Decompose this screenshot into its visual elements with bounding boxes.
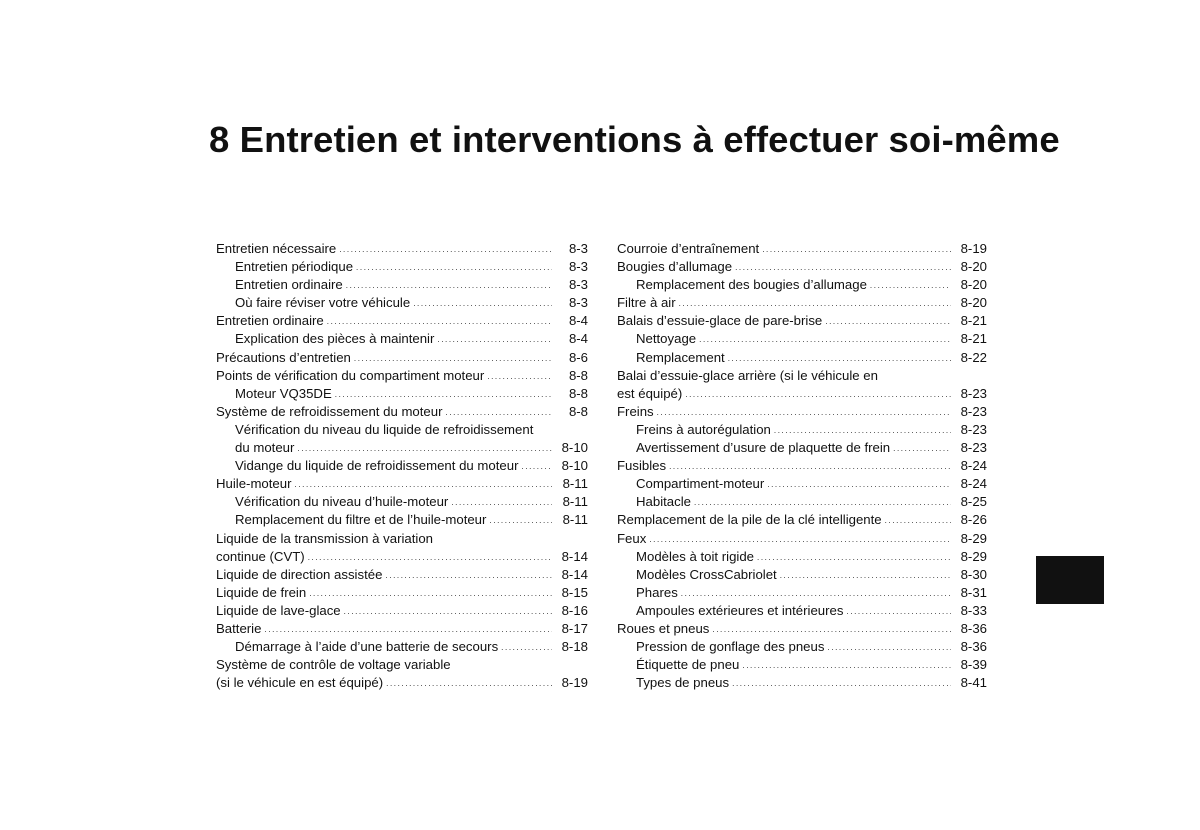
toc-entry-title: Freins à autorégulation: [636, 421, 771, 437]
toc-entry-page: 8-24: [960, 476, 987, 492]
dot-leader: [757, 549, 951, 567]
toc-entry-page: 8-11: [562, 476, 588, 492]
toc-entry-title: (si le véhicule en est équipé): [216, 675, 384, 691]
dot-leader: [735, 259, 951, 277]
toc-entry-title: Où faire réviser votre véhicule: [235, 295, 411, 311]
toc-entry[interactable]: [617, 439, 987, 457]
toc-entry-page: 8-39: [960, 657, 987, 673]
toc-entry-title-line: Système de contrôle de voltage variable: [216, 657, 451, 673]
toc-entry[interactable]: [617, 656, 987, 674]
toc-entry[interactable]: [216, 367, 588, 385]
dot-leader: [346, 277, 552, 295]
dot-leader: [487, 368, 552, 386]
dot-leader: [825, 313, 951, 331]
chapter-tab: [1036, 556, 1104, 604]
toc-entry-title: Remplacement du filtre et de l’huile-moteur: [235, 512, 487, 528]
toc-entry[interactable]: [216, 349, 588, 367]
toc-entry[interactable]: [216, 656, 588, 692]
toc-entry-page: 8-20: [960, 277, 987, 293]
toc-entry-title: est équipé): [617, 385, 683, 401]
toc-entry-page: 8-11: [562, 512, 588, 528]
toc-entry-page: 8-15: [561, 584, 588, 600]
toc-entry[interactable]: [216, 530, 588, 566]
dot-leader: [413, 295, 552, 313]
toc-entry-title: Liquide de lave-glace: [216, 602, 341, 618]
toc-entry-title: Modèles à toit rigide: [636, 548, 755, 564]
toc-entry-page: 8-29: [960, 548, 987, 564]
toc-entry-page: 8-23: [960, 421, 987, 437]
toc-entry-page: 8-23: [960, 403, 987, 419]
toc-entry-page: 8-36: [960, 639, 987, 655]
toc-entry-page: 8-19: [561, 675, 588, 691]
toc-entry-title-line: Balai d’essuie-glace arrière (si le véhicule en: [617, 367, 878, 383]
dot-leader: [309, 585, 552, 603]
toc-entry-title: Précautions d’entretien: [216, 349, 351, 365]
toc-entry[interactable]: [216, 403, 588, 421]
toc-right-column: [617, 240, 987, 692]
toc-entry-title: Habitacle: [636, 494, 691, 510]
dot-leader: [489, 512, 552, 530]
toc-entry[interactable]: [216, 385, 588, 403]
dot-leader: [264, 621, 552, 639]
toc-entry[interactable]: [617, 276, 987, 294]
toc-entry[interactable]: [216, 620, 588, 638]
dot-leader: [339, 241, 552, 259]
toc-entry-page: 8-23: [960, 385, 987, 401]
dot-leader: [521, 458, 552, 476]
toc-entry-title: Démarrage à l’aide d’une batterie de secours: [235, 639, 499, 655]
toc-entry-title: Fusibles: [617, 458, 667, 474]
toc-entry-page: 8-14: [561, 548, 588, 564]
toc-entry-title: Système de refroidissement du moteur: [216, 403, 443, 419]
toc-entry-title: Phares: [636, 584, 678, 600]
dot-leader: [685, 386, 951, 404]
toc-entry[interactable]: [617, 240, 987, 258]
toc-entry[interactable]: [216, 258, 588, 276]
toc-entry-title: Entretien ordinaire: [235, 277, 343, 293]
dot-leader: [501, 639, 552, 657]
toc-entry-title: Feux: [617, 530, 647, 546]
toc-entry-page: 8-21: [960, 331, 987, 347]
toc-entry-page: 8-30: [960, 566, 987, 582]
dot-leader: [308, 549, 552, 567]
toc-entry[interactable]: [216, 312, 588, 330]
dot-leader: [767, 476, 951, 494]
toc-entry-page: 8-23: [960, 440, 987, 456]
toc-entry-page: 8-8: [568, 367, 588, 383]
toc-entry-page: 8-21: [960, 313, 987, 329]
toc-entry-page: 8-41: [960, 675, 987, 691]
toc-entry-page: 8-33: [960, 602, 987, 618]
dot-leader: [354, 350, 552, 368]
toc-entry-title: Remplacement: [636, 349, 725, 365]
dot-leader: [295, 476, 553, 494]
toc-entry-title: Remplacement de la pile de la clé intelligente: [617, 512, 882, 528]
toc-entry-title: Types de pneus: [636, 675, 730, 691]
dot-leader: [327, 313, 552, 331]
dot-leader: [870, 277, 951, 295]
toc-entry-title: Moteur VQ35DE: [235, 385, 332, 401]
toc-entry[interactable]: [216, 566, 588, 584]
dot-leader: [657, 404, 951, 422]
toc-entry-page: 8-26: [960, 512, 987, 528]
toc-entry-title: Liquide de direction assistée: [216, 566, 383, 582]
toc-entry-title: Ampoules extérieures et intérieures: [636, 602, 844, 618]
toc-entry-page: 8-10: [561, 458, 588, 474]
toc-entry-page: 8-24: [960, 458, 987, 474]
toc-entry-title: Freins: [617, 403, 654, 419]
toc-entry[interactable]: [216, 421, 588, 457]
toc-entry-title: Étiquette de pneu: [636, 657, 740, 673]
toc-entry[interactable]: [617, 294, 987, 312]
toc-entry-page: 8-3: [568, 241, 588, 256]
toc-entry[interactable]: [617, 548, 987, 566]
toc-entry-title: Huile-moteur: [216, 476, 292, 492]
toc-entry[interactable]: [617, 674, 987, 692]
toc-entry-page: 8-4: [568, 331, 588, 347]
toc-entry[interactable]: [216, 493, 588, 511]
toc-entry[interactable]: [617, 475, 987, 493]
toc-entry[interactable]: [617, 602, 987, 620]
toc-entry[interactable]: [617, 493, 987, 511]
toc-entry[interactable]: [617, 620, 987, 638]
toc-entry-title: Vidange du liquide de refroidissement du moteur: [235, 458, 519, 474]
toc-entry-title: Avertissement d’usure de plaquette de frein: [636, 440, 891, 456]
dot-leader: [335, 386, 552, 404]
toc-entry-page: 8-25: [960, 494, 987, 510]
toc-entry-page: 8-6: [568, 349, 588, 365]
toc-left-column: [216, 240, 588, 692]
dot-leader: [728, 350, 951, 368]
toc-entry-page: 8-8: [568, 385, 588, 401]
toc-entry-page: 8-36: [960, 620, 987, 636]
dot-leader: [780, 567, 951, 585]
toc-entry[interactable]: [216, 240, 588, 258]
toc-entry-page: 8-4: [568, 313, 588, 329]
toc-entry-page: 8-31: [960, 584, 987, 600]
dot-leader: [385, 567, 552, 585]
toc-entry[interactable]: [216, 584, 588, 602]
toc-entry-page: 8-16: [561, 602, 588, 618]
toc-entry-title: du moteur: [235, 440, 295, 456]
dot-leader: [712, 621, 951, 639]
toc-entry[interactable]: [617, 349, 987, 367]
dot-leader: [774, 422, 951, 440]
toc-entry[interactable]: [617, 530, 987, 548]
dot-leader: [699, 331, 951, 349]
dot-leader: [451, 494, 552, 512]
toc-entry[interactable]: [617, 330, 987, 348]
dot-leader: [356, 259, 552, 277]
toc-entry[interactable]: [617, 258, 987, 276]
toc-entry[interactable]: [617, 638, 987, 656]
toc-entry-page: 8-20: [960, 259, 987, 275]
toc-entry[interactable]: [216, 638, 588, 656]
toc-entry[interactable]: [617, 312, 987, 330]
toc-entry[interactable]: [216, 457, 588, 475]
dot-leader: [742, 657, 951, 675]
dot-leader: [649, 531, 951, 549]
toc-entry-title: Bougies d’allumage: [617, 259, 733, 275]
toc-entry-title: Compartiment-moteur: [636, 476, 765, 492]
toc-entry-title: Vérification du niveau d’huile-moteur: [235, 494, 449, 510]
toc-entry-page: 8-3: [568, 295, 588, 311]
toc-entry-title: Roues et pneus: [617, 620, 710, 636]
toc-entry-page: 8-10: [561, 440, 588, 456]
toc-entry-page: 8-3: [568, 277, 588, 293]
toc-entry-page: 8-18: [561, 639, 588, 655]
toc-entry-page: 8-19: [960, 241, 987, 256]
dot-leader: [386, 675, 552, 693]
toc-entry-title: Courroie d’entraînement: [617, 241, 760, 256]
toc-entry-title: Explication des pièces à maintenir: [235, 331, 435, 347]
toc-entry-page: 8-17: [561, 620, 588, 636]
dot-leader: [679, 295, 951, 313]
toc-entry[interactable]: [617, 367, 987, 403]
toc-entry-title: Remplacement des bougies d’allumage: [636, 277, 867, 293]
toc-entry-title: Entretien nécessaire: [216, 241, 337, 256]
dot-leader: [344, 603, 552, 621]
toc-entry-title: Pression de gonflage des pneus: [636, 639, 825, 655]
toc-entry[interactable]: [216, 602, 588, 620]
dot-leader: [846, 603, 951, 621]
toc-entry[interactable]: [216, 475, 588, 493]
toc-entry[interactable]: [617, 457, 987, 475]
toc-entry[interactable]: [617, 403, 987, 421]
toc-entry-title: Batterie: [216, 620, 262, 636]
toc-entry-title: Entretien ordinaire: [216, 313, 324, 329]
dot-leader: [694, 494, 951, 512]
dot-leader: [762, 241, 951, 259]
page-title: 8 Entretien et interventions à effectuer soi-même: [209, 119, 1060, 160]
toc-entry-page: 8-14: [561, 566, 588, 582]
toc-entry-title: Liquide de frein: [216, 584, 307, 600]
toc-entry-title-line: Vérification du niveau du liquide de refroidissement: [235, 421, 534, 437]
toc-entry-title: Points de vérification du compartiment moteur: [216, 367, 485, 383]
dot-leader: [681, 585, 951, 603]
toc-entry[interactable]: [617, 566, 987, 584]
toc-entry[interactable]: [617, 584, 987, 602]
dot-leader: [732, 675, 951, 693]
toc-entry-page: 8-8: [568, 403, 588, 419]
toc-entry[interactable]: [617, 421, 987, 439]
toc-entry-page: 8-29: [960, 530, 987, 546]
toc-entry-title: Filtre à air: [617, 295, 676, 311]
toc-entry[interactable]: [216, 330, 588, 348]
toc-entry-page: 8-22: [960, 349, 987, 365]
toc-entry-page: 8-11: [562, 494, 588, 510]
dot-leader: [446, 404, 553, 422]
dot-leader: [827, 639, 951, 657]
toc-entry[interactable]: [216, 276, 588, 294]
toc-entry-title: Modèles CrossCabriolet: [636, 566, 777, 582]
toc-entry-page: 8-3: [568, 259, 588, 275]
toc-entry-title: Nettoyage: [636, 331, 697, 347]
toc-entry-title-line: Liquide de la transmission à variation: [216, 530, 433, 546]
dot-leader: [893, 440, 951, 458]
dot-leader: [669, 458, 951, 476]
toc-entry[interactable]: [617, 511, 987, 529]
toc-entry-page: 8-20: [960, 295, 987, 311]
dot-leader: [885, 512, 951, 530]
toc-entry-title: Entretien périodique: [235, 259, 354, 275]
toc-entry-title: Balais d’essuie-glace de pare-brise: [617, 313, 823, 329]
dot-leader: [297, 440, 552, 458]
toc-entry-title: continue (CVT): [216, 548, 305, 564]
toc-entry[interactable]: [216, 294, 588, 312]
dot-leader: [437, 331, 552, 349]
toc-entry[interactable]: [216, 511, 588, 529]
